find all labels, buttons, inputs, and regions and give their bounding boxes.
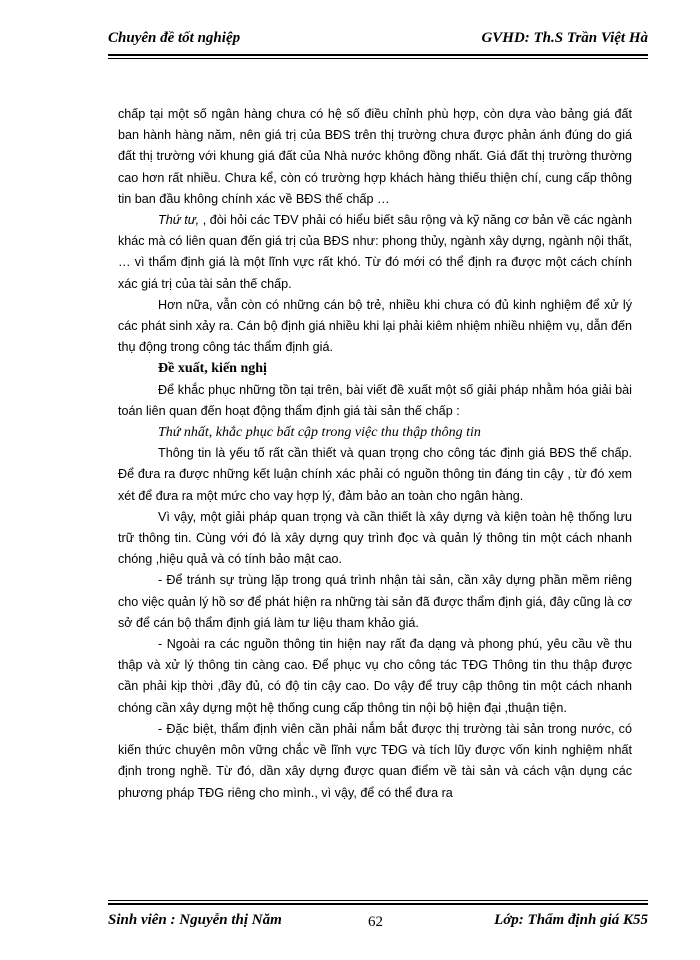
header-topic: Chuyên đề tốt nghiệp — [108, 30, 241, 46]
page-header — [108, 30, 648, 52]
paragraph-4: Để khắc phục những tồn tại trên, bài viết đề xuất một số giải pháp nhằm hóa giải bài toán liên quan đến hoạt động thẩm định giá tài sản thế chấp : — [118, 382, 632, 418]
paragraph-3: Hơn nữa, vẫn còn có những cán bộ trẻ, nhiều khi chưa có đủ kinh nghiệm để xử lý các phát sinh xảy ra. Cán bộ định giá nhiều khi lại phải kiêm nhiệm nhiều nhiệm vụ, dẫn đến thụ động trong công tác thẩm định giá. — [118, 297, 632, 355]
paragraph-2-lead: Thứ tư, — [158, 213, 200, 228]
paragraph-5: Thông tin là yếu tố rất cần thiết và quan trọng cho công tác định giá BĐS thế chấp. Để đưa ra được những kết luận chính xác phải có nguồn thông tin đáng tin cậy , từ đó xem xét để đưa ra một mức cho vay hợp lý, đảm bảo an toàn cho ngân hàng. — [118, 446, 632, 503]
subsection-heading: Thứ nhất, khắc phục bất cập trong việc thu thập thông tin — [158, 425, 481, 441]
paragraph-7: - Để tránh sự trùng lặp trong quá trình nhận tài sản, cần xây dựng phần mềm riêng cho việc quản lý hồ sơ để phát hiện ra những tài sản đã được thẩm định giá, đây cũng là cơ sở để cán bộ thẩm định giá làm tư liệu tham khảo giá. — [118, 573, 632, 630]
paragraph-8: - Ngoài ra các nguồn thông tin hiện nay rất đa dạng và phong phú, yêu cầu về thu thập và xử lý thông tin càng cao. Để phục vụ cho công tác TĐG Thông tin thu thập được cần phải kịp thời ,đầy đủ, có độ tin cậy cao. Do vậy để truy cập thông tin một cách nhanh chóng cần xây dựng một hệ thống cung cấp thông tin nội bộ hiện đại ,thuận tiện. — [118, 637, 632, 715]
header-rule — [108, 54, 648, 56]
paragraph-6: Vì vậy, một giải pháp quan trọng và cần thiết là xây dựng và kiện toàn hệ thống lưu trữ thông tin. Cùng với đó là xây dựng quy trình đọc và quản lý thông tin một cách nhanh chóng ,hiệu quả và có tính bảo mật cao. — [118, 509, 632, 567]
footer-rule-thin — [108, 900, 648, 901]
page-footer — [108, 912, 648, 936]
paragraph-2 — [118, 210, 632, 295]
section-heading: Đề xuất, kiến nghị — [158, 361, 267, 377]
page-number: 62 — [368, 914, 383, 930]
header-supervisor: GVHD: Th.S Trần Việt Hà — [481, 30, 648, 46]
body-content — [118, 104, 632, 804]
paragraph-1: chấp tại một số ngân hàng chưa có hệ số điều chỉnh phù hợp, còn dựa vào bảng giá đất ban hành hàng năm, nên giá trị của BĐS trên thị trường chưa được phản ánh đúng do giá đất thị trường với khung giá đất của Nhà nước không đồng nhất. Giá đất thị trường thường cao hơn rất nhiều. Chưa kể, còn có trường hợp khách hàng thiếu thiện chí, cung cấp thông tin ban đầu không chính xác về BĐS thế chấp … — [118, 107, 632, 206]
header-rule-thin — [108, 58, 648, 59]
footer-rule — [108, 903, 648, 905]
paragraph-9: - Đặc biệt, thẩm định viên cần phải nắm bắt được thị trường tài sản trong nước, có kiến thức chuyên môn vững chắc về lĩnh vực TĐG và tích lũy được vốn kinh nghiệm nhất định trong nghề. Từ đó, dần xây dựng được quan điểm về tài sản và cách vận dụng các phương pháp TĐG riêng cho mình., vì vậy, để có thể đưa ra — [118, 721, 632, 800]
paragraph-2-text: , đòi hỏi các TĐV phải có hiểu biết sâu rộng và kỹ năng cơ bản về các ngành khác mà có liên quan đến giá trị của BĐS như: phong thủy, ngành xây dựng, ngành nội thất, … vì thẩm định giá là một lĩnh vực rất khó. Từ đó mới có thể định ra được một cách chính xác giá trị của tài sản thế chấp. — [118, 213, 632, 291]
footer-student: Sinh viên : Nguyễn thị Năm — [108, 912, 282, 928]
footer-class: Lớp: Thẩm định giá K55 — [494, 912, 648, 928]
